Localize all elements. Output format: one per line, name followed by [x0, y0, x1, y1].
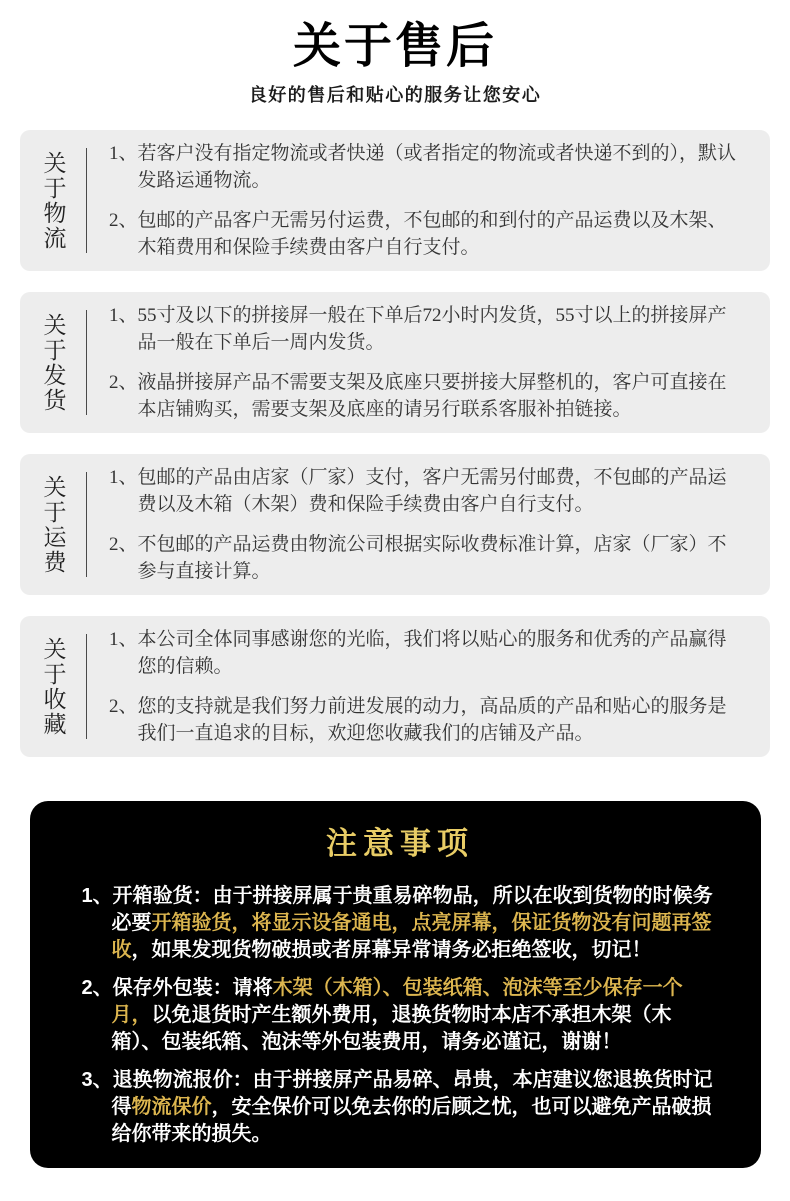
notice-text-segment: ，安全保价可以免去你的后顾之忧，也可以避免产品破损给你带来的损失。: [111, 1096, 712, 1145]
page-subtitle: 良好的售后和贴心的服务让您安心: [248, 85, 542, 105]
list-item: 2、液晶拼接屏产品不需要支架及底座只要拼接大屏整机的，客户可直接在本店铺购买，需要支架及底座的请另行联系客服补拍链接。: [109, 372, 727, 420]
notice-highlight-segment: 物流保价: [131, 1096, 212, 1118]
notice-title: 注意事项: [326, 826, 474, 861]
section-shipping-label-column: [20, 313, 86, 413]
notice-item-inspection: [82, 883, 719, 964]
notice-text-segment: 以免退货时产生额外费用，退换货物时本店不承担木架（木箱）、包装纸箱、泡沫等外包装费用，请务必谨记，谢谢！: [111, 1004, 672, 1053]
list-item: 2、不包邮的产品运费由物流公司根据实际收费标准计算，店家（厂家）不参与直接计算。: [109, 534, 727, 582]
section-shipping-label: 关于发货: [40, 312, 66, 413]
section-freight: [20, 454, 770, 595]
section-freight-label-column: [20, 475, 86, 575]
section-shipping-content: [87, 302, 770, 423]
list-item: 1、包邮的产品由店家（厂家）支付，客户无需另付邮费，不包邮的产品运费以及木箱（木架）费和保险手续费由客户自行支付。: [109, 467, 727, 515]
notice-text-segment: 1、开箱验货：由于拼接屏属于贵重易碎物品，所以在收到货物的时候务必要: [81, 885, 713, 934]
notice-item-return-shipping: [82, 1067, 719, 1148]
notice-text-segment: 2、保存外包装：请将: [81, 977, 273, 999]
list-item: 2、您的支持就是我们努力前进发展的动力，高品质的产品和贴心的服务是我们一直追求的目标，欢迎您收藏我们的店铺及产品。: [109, 696, 727, 744]
notice-item-packaging: [82, 975, 719, 1056]
page-header: [0, 0, 790, 108]
notice-text-segment: ，如果发现货物破损或者屏幕异常请务必拒绝签收，切记！: [131, 939, 652, 961]
section-favorites-label: 关于收藏: [40, 636, 66, 737]
section-freight-label: 关于运费: [40, 474, 66, 575]
list-item: 2、包邮的产品客户无需另付运费，不包邮的和到付的产品运费以及木架、木箱费用和保险手续费由客户自行支付。: [109, 210, 727, 258]
section-favorites-label-column: [20, 637, 86, 737]
section-logistics-label: 关于物流: [40, 150, 66, 251]
notice-highlight-segment: 开箱验货，将显示设备通电，点亮屏幕，保证货物没有问题再签收: [111, 912, 712, 961]
notice-text-segment: 3、退换物流报价：由于拼接屏产品易碎、昂贵，本店建议您退换货时记得: [81, 1069, 713, 1118]
list-item: 1、若客户没有指定物流或者快递（或者指定的物流或者快递不到的），默认发路运通物流。: [109, 143, 737, 191]
section-logistics: [20, 130, 770, 271]
section-shipping: [20, 292, 770, 433]
page-title: 关于售后: [292, 20, 497, 73]
section-logistics-label-column: [20, 151, 86, 251]
section-favorites: [20, 616, 770, 757]
section-logistics-content: [87, 140, 770, 261]
list-item: 1、本公司全体同事感谢您的光临，我们将以贴心的服务和优秀的产品赢得您的信赖。: [109, 629, 727, 677]
section-favorites-content: [87, 626, 770, 747]
notice-panel: [30, 801, 761, 1168]
info-sections: [0, 130, 790, 757]
list-item: 1、55寸及以下的拼接屏一般在下单后72小时内发货，55寸以上的拼接屏产品一般在下单后一周内发货。: [109, 305, 727, 353]
section-freight-content: [87, 464, 770, 585]
notice-highlight-segment: 木架（木箱）、包装纸箱、泡沫等至少保存一个月，: [111, 977, 683, 1026]
